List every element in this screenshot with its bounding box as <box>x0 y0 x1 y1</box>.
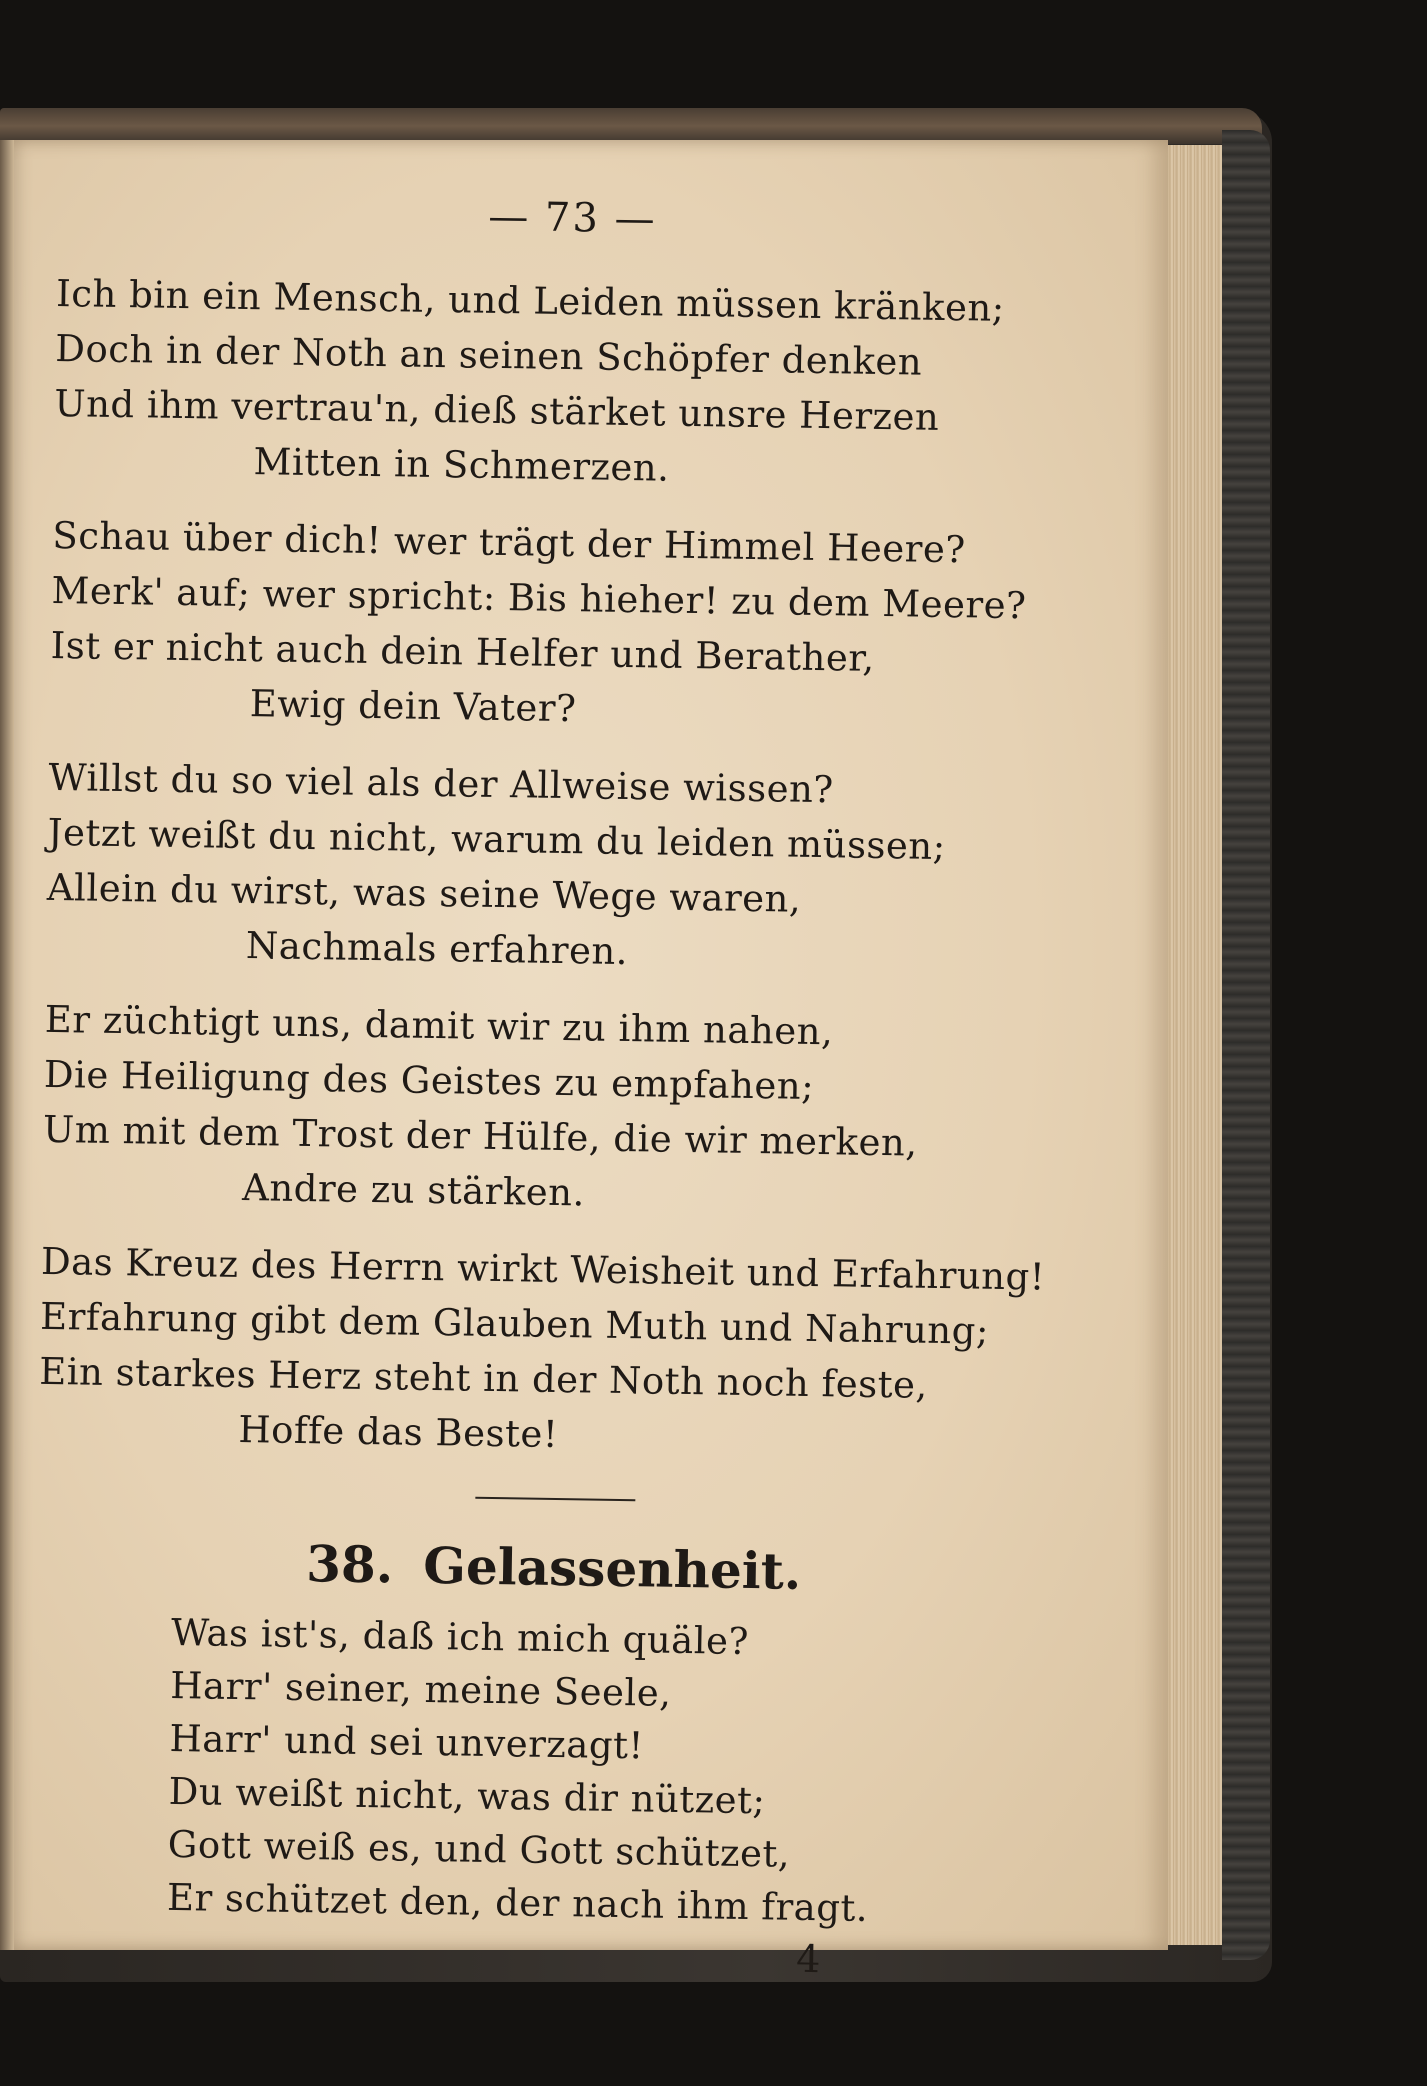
verse-line: Ein starkes Herz steht in der Noth noch feste, <box>38 1349 929 1407</box>
verse-line: Erfahrung gibt dem Glauben Muth und Nahrung; <box>39 1294 990 1353</box>
hymn-stanza-1 <box>31 1604 1096 1939</box>
stanza-5 <box>38 1234 1101 1471</box>
section-divider <box>475 1497 635 1502</box>
verse-line: Allein du wirst, was seine Wege waren, <box>46 865 802 921</box>
verse-line-refrain: Mitten in Schmerzen. <box>253 440 670 490</box>
verse-line: Er züchtigt uns, damit wir zu ihm nahen, <box>44 997 834 1054</box>
page-gutter <box>0 140 14 1950</box>
verse-line-refrain: Ewig dein Vater? <box>249 682 577 731</box>
page-number: — 73 — <box>487 193 657 243</box>
verse-line: Willst du so viel als der Allweise wissen? <box>48 755 835 812</box>
verse-line: Harr' und sei unverzagt! <box>169 1716 645 1768</box>
verse-line: Er schützet den, der nach ihm fragt. <box>166 1875 869 1930</box>
verse-line: Die Heiligung des Geistes zu empfahen; <box>43 1052 815 1108</box>
stanza-3 <box>46 750 1109 987</box>
book-spine-edge <box>1222 130 1270 1960</box>
verse-line: Ich bin ein Mensch, und Leiden müssen kränken; <box>55 271 1006 330</box>
verse-line-refrain: Nachmals erfahren. <box>245 924 629 974</box>
stanza-2 <box>49 508 1112 745</box>
verse-line: Jetzt weißt du nicht, warum du leiden müssen; <box>47 810 947 869</box>
verse-line: Was ist's, daß ich mich quäle? <box>170 1610 750 1664</box>
page-edges <box>1160 145 1222 1945</box>
verse-line: Doch in der Noth an seinen Schöpfer denken <box>55 326 923 384</box>
signature-mark: 4 <box>795 1936 821 1982</box>
book-cover-top-edge <box>0 108 1262 144</box>
hymn-title: Gelassenheit. <box>422 1535 802 1601</box>
page-content <box>30 180 1118 1988</box>
stanza-1 <box>53 266 1116 503</box>
verse-line-refrain: Hoffe das Beste! <box>238 1407 559 1457</box>
verse-line: Und ihm vertrau'n, dieß stärket unsre Herzen <box>54 381 940 439</box>
verse-line: Gott weiß es, und Gott schützet, <box>167 1822 791 1876</box>
verse-line: Merk' auf; wer spricht: Bis hieher! zu dem Meere? <box>51 568 1027 628</box>
verse-line: Das Kreuz des Herrn wirkt Weisheit und Erfahrung! <box>40 1239 1046 1299</box>
hymn-heading <box>306 1524 1097 1616</box>
hymn-number: 38. <box>305 1534 394 1595</box>
verse-line: Ist er nicht auch dein Helfer und Berather, <box>50 623 876 680</box>
verse-line: Um mit dem Trost der Hülfe, die wir merken, <box>42 1107 918 1165</box>
verse-line: Schau über dich! wer trägt der Himmel Heere? <box>52 513 966 572</box>
stanza-4 <box>42 992 1105 1229</box>
verse-line-refrain: Andre zu stärken. <box>241 1166 586 1215</box>
verse-line: Harr' seiner, meine Seele, <box>170 1663 672 1715</box>
verse-line: Du weißt nicht, was dir nützet; <box>168 1769 766 1823</box>
